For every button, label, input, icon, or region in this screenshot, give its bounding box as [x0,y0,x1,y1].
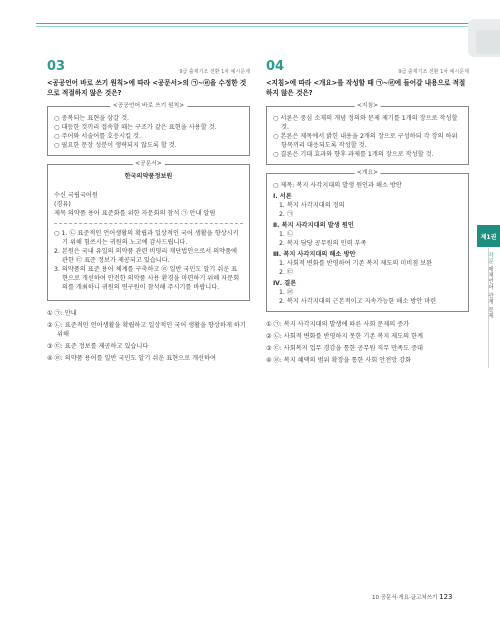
guide-title: <지침> [354,102,381,111]
outline-section: Ⅲ. 복지 사각지대의 해소 방안 [273,251,356,258]
outline-item: 1. 복지 사각지대의 정의 [279,202,345,209]
outline-item: 2. 복지 담당 공무원의 인력 부족 [279,240,367,247]
choice-3[interactable]: ③ ㉢: 표준 정보를 제공하고 있습니다 [47,343,149,350]
rule-item: ○ 대등한 것끼리 접속할 때는 구조가 같은 표현을 사용할 것. [54,123,243,132]
document-title: <공문서> [132,160,165,169]
document-via: (경유) [54,201,71,208]
guide-box [266,103,469,165]
header-rule [36,23,500,24]
choice-4[interactable]: ④ ㉣: 복지 혜택의 범위 확장을 통한 사회 안전망 강화 [266,357,412,364]
outline-box [266,170,469,312]
corner-tab-inner [476,30,500,54]
question-number: 03 [47,59,66,74]
header-rule-thin [36,26,468,27]
document-item: ○ 1. ㉡ 표준적인 언어생활의 확립과 일상적인 국어 생활을 향상시키기 위해 힘쓰시는 귀원의 노고에 감사드립니다. [54,229,243,247]
outline-item-blank: 2. ㉢ [279,269,294,276]
question-source: 9급 출제기조 전환 1차 예시문제 [179,69,250,75]
document-item: 3. 의약품의 표준 용어 체계를 구축하고 ㉣ 일반 국민도 알기 쉬운 표현으로 개선하여 안전한 의약품 사용 환경을 마련하기 위해 자문회의를 개최하니 귀원의 연구원이 참석해 주시기를 바랍니다. [54,266,240,291]
rules-box [47,103,250,156]
outline-item: 2. 복지 사각지대의 근본적이고 지속가능한 해소 방안 마련 [279,298,437,305]
document-item: 2. 본원은 국내 유일의 의약품 관련 비영리 재단법인으로서 의약품에 관한 ㉢ 표준 정보가 제공되고 있습니다. [54,248,238,264]
outline-section: Ⅰ. 서론 [273,193,292,200]
rules-title: <공공언어 바로 쓰기 원칙> [110,102,187,111]
guide-item: ○ 서론은 중심 소재의 개념 정의와 문제 제기를 1개의 장으로 작성할 것. [273,114,462,132]
document-org: 한국의약품정보원 [124,173,173,180]
choice-3[interactable]: ③ ㉢: 사회복지 업무 경감을 통한 공무원 직무 만족도 증대 [266,345,424,352]
outline-section: Ⅱ. 복지 사각지대의 발생 원인 [273,222,354,229]
chapter-label: 10 공문서·개요·글고쳐쓰기 [372,595,438,601]
dashed-divider [54,223,243,224]
document-box [47,161,250,301]
choice-2[interactable]: ② ㉡: 사회적 변화를 반영하지 못한 기존 복지 제도의 한계 [266,333,424,340]
guide-item: ○ 본론은 제목에서 밝힌 내용을 2개의 장으로 구성하되 각 장의 하위 항목끼리 대응되도록 작성할 것. [273,132,462,150]
guide-item: ○ 결론은 기대 효과와 향후 과제를 1개의 장으로 작성할 것. [273,150,462,159]
outline-section: Ⅳ. 결론 [273,280,297,287]
rule-item: ○ 필요한 문장 성분이 생략되지 않도록 할 것. [54,141,243,150]
document-subject: 제목 의약품 용어 표준화를 위한 자문회의 참석 ㉠ 안내 알림 [54,210,216,217]
question-text: <지침>에 따라 <개요>를 작성할 때 ㉠~㉣에 들어갈 내용으로 적절하지 않은 것은? [266,79,466,97]
choice-2[interactable]: ② ㉡: 표준적인 언어생활을 확립하고 일상적인 국어 생활을 향상하게 하기 위해 [47,322,246,338]
question-source: 9급 출제기조 전환 1차 예시문제 [398,69,469,75]
outline-item: 1. 사회적 변화를 반영하여 기존 복지 제도의 미비점 보완 [279,260,433,267]
document-recipient: 수신 국립국어원 [54,192,98,199]
choice-4[interactable]: ④ ㉣: 의약품 용어를 일반 국민도 알기 쉬운 표현으로 개선하여 [47,355,216,362]
outline-item-blank: 2. ㉠ [279,211,294,218]
choice-1[interactable]: ① ㉠: 복지 사각지대의 발생에 따른 사회 문제의 증가 [266,321,410,328]
question-text: <공공언어 바로 쓰기 원칙>에 따라 <공문서>의 ㉠~㉣을 수정한 것으로 적절하지 않은 것은? [47,79,247,97]
side-chapter-tab[interactable]: 제1권 [477,225,500,247]
page-number: 123 [439,593,453,601]
outline-item-blank: 1. ㉣ [279,289,294,296]
question-04 [266,59,469,365]
question-number: 04 [266,59,285,74]
outline-item-blank: 1. ㉡ [279,231,294,238]
rule-item: ○ 중복되는 표현을 삼갈 것. [54,114,243,123]
page-footer [372,593,453,601]
outline-title: <개요> [354,169,381,178]
outline-subject: ○ 제목: 복지 사각지대의 발생 원인과 해소 방안 [273,181,462,190]
rule-item: ○ 주어와 서술어를 호응시킬 것. [54,132,243,141]
choice-1[interactable]: ① ㉠: 안내 [47,310,77,317]
side-vertical-label: 작문 매체언어 관계 문제 [487,252,493,319]
question-03 [47,59,250,363]
